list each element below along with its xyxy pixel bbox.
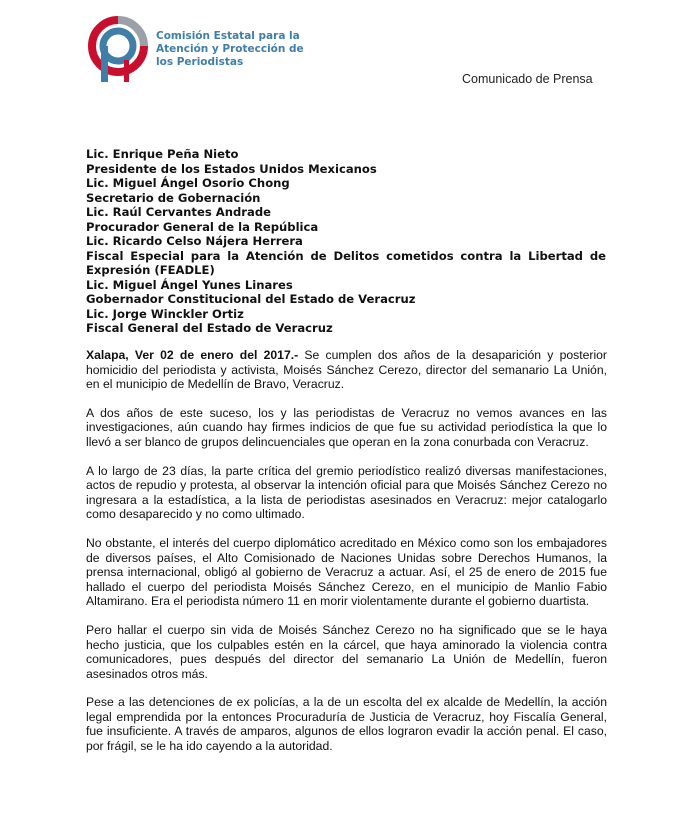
paragraph-text: Se cumplen dos años de la desaparición y posterior homicidio del periodista y activista, Moisés Sánchez Cerezo, director del semanario La Unión, en el municipio de Medellín de Bravo, Veracruz. [86, 348, 607, 392]
body-paragraph-2: A dos años de este suceso, los y las periodistas de Veracruz no vemos avances en las investigaciones, aún cuando hay firmes indicios de que fue su actividad periodística la que lo llevó a ser blanco de grupos delincuenciales que operan en la zona conurbada con Veracruz. [86, 405, 607, 449]
recipient-line: Fiscal General del Estado de Veracruz [86, 321, 333, 335]
cedapp-logo-icon [88, 16, 148, 84]
body-paragraph-5: Pero hallar el cuerpo sin vida de Moisés Sánchez Cerezo no ha significado que se le haya hecho justicia, que los culpables estén en la cárcel, que haya aminorado la violencia contra comunicadores, pues después del director del semanario La Unión de Medellín, fueron asesinados otros más. [86, 622, 607, 681]
press-release-body [86, 348, 607, 768]
dateline: Xalapa, Ver 02 de enero del 2017.- [86, 348, 299, 362]
recipient-line: Gobernador Constitucional del Estado de Veracruz [86, 292, 416, 306]
recipients-block [86, 147, 606, 336]
org-name [156, 30, 304, 69]
recipient-line: Fiscal Especial para la Atención de Delitos cometidos contra la Libertad de Expresión (FEADLE) [86, 248, 606, 277]
body-paragraph-1 [86, 348, 607, 392]
recipient-line: Lic. Miguel Ángel Osorio Chong [86, 176, 290, 190]
recipient-line: Lic. Jorge Winckler Ortiz [86, 306, 244, 321]
recipient-line: Presidente de los Estados Unidos Mexicanos [86, 161, 377, 176]
body-paragraph-4: No obstante, el interés del cuerpo diplomático acreditado en México como son los embajadores de diversos países, el Alto Comisionado de Naciones Unidas sobre Derechos Humanos, la prensa internacional, obligó al gobierno de Veracruz a actuar. Así, el 25 de enero de 2015 fue hallado el cuerpo del periodista Moisés Sánchez Cerezo, en el municipio de Manlio Fabio Altamirano. Era el periodista número 11 en morir violentamente durante el gobierno duartista. [86, 535, 607, 609]
body-paragraph-6: Pese a las detenciones de ex policías, a la de un escolta del ex alcalde de Medellín, la acción legal emprendida por la entonces Procuraduría de Justicia de Veracruz, hoy Fiscalía General, fue insuficiente. A través de amparos, algunos de ellos lograron evadir la acción penal. El caso, por frágil, se le ha ido cayendo a la autoridad. [86, 695, 607, 754]
recipient-line: Lic. Enrique Peña Nieto [86, 147, 239, 161]
org-name-line-3: los Periodistas [156, 56, 244, 68]
body-paragraph-3: A lo largo de 23 días, la parte crítica del gremio periodístico realizó diversas manifestaciones, actos de repudio y protesta, al observar la intención oficial para que Moisés Sánchez Cerezo no ingresara a la estadística, a la lista de periodistas asesinados en Veracruz: mejor catalogarlo como desaparecido y no como ultimado. [86, 463, 607, 522]
document-type: Comunicado de Prensa [462, 72, 593, 86]
org-name-line-2: Atención y Protección de [156, 43, 304, 55]
recipient-line: Procurador General de la República [86, 219, 319, 234]
org-name-line-1: Comisión Estatal para la [156, 30, 300, 42]
recipient-line: Secretario de Gobernación [86, 190, 261, 205]
recipient-line: Lic. Raúl Cervantes Andrade [86, 205, 271, 219]
recipient-line: Lic. Miguel Ángel Yunes Linares [86, 277, 293, 292]
recipient-line: Lic. Ricardo Celso Nájera Herrera [86, 234, 303, 248]
